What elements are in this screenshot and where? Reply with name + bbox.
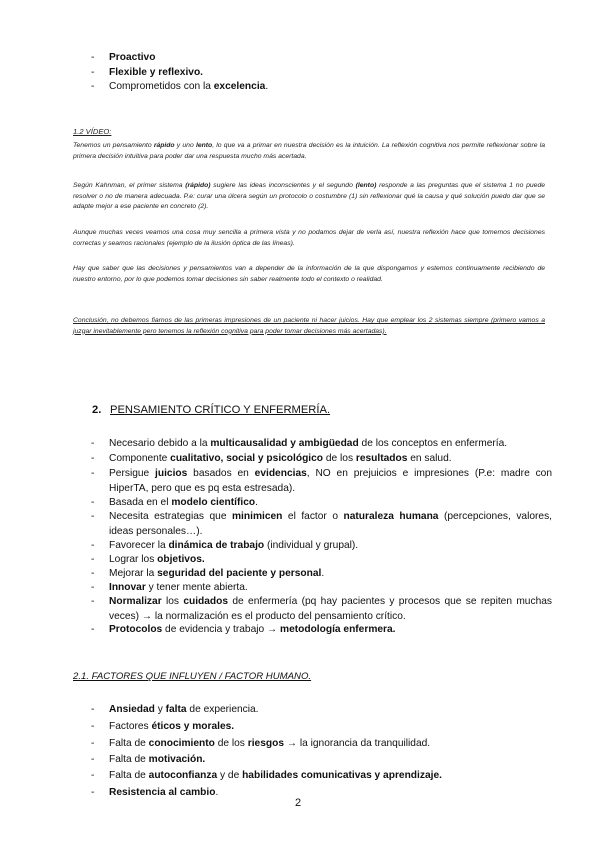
bullet-dash: - xyxy=(91,787,95,798)
list-item-text xyxy=(109,496,552,511)
list-item-text xyxy=(109,720,552,735)
bullet-dash: - xyxy=(91,468,95,479)
bold-text: Flexible y reflexivo. xyxy=(109,67,203,78)
text-run: Hay que saber que las decisiones y pensamientos van a depender de la información de la que dispongamos y estemos continuamente recibiendo de nuestro entorno, por lo que podemos tomar decisiones sin saber realmente todo el contexto o realidad. xyxy=(73,265,545,283)
list-item xyxy=(92,452,552,467)
bold-text: Ansiedad xyxy=(109,704,155,715)
list-item-text xyxy=(109,567,552,582)
bullet-dash: - xyxy=(91,738,95,749)
text-run: sugiere las ideas inconscientes y el segundo xyxy=(210,182,356,189)
bold-text: objetivos. xyxy=(157,554,205,565)
list-item-text xyxy=(109,769,552,784)
bullet-dash: - xyxy=(91,453,95,464)
list-item xyxy=(92,737,552,752)
text-run: Persigue xyxy=(109,468,156,479)
bullet-dash: - xyxy=(91,554,95,565)
bullet-dash: - xyxy=(91,540,95,551)
text-run: → la ignorancia da tranquilidad. xyxy=(284,738,431,749)
text-run: Falta de xyxy=(109,754,149,765)
section-2-number: 2. xyxy=(92,404,102,416)
list-item xyxy=(92,567,552,582)
bullet-dash: - xyxy=(91,52,95,63)
bold-text: riesgos xyxy=(247,738,284,749)
list-item-text xyxy=(109,51,552,66)
text-run: Según Kahnman, el primer sistema xyxy=(73,182,186,189)
video-paragraph xyxy=(73,141,545,162)
list-item-text xyxy=(109,437,552,452)
bullet-dash: - xyxy=(91,624,95,635)
text-run: Componente xyxy=(109,453,171,464)
list-item-text xyxy=(109,510,552,539)
text-run: . xyxy=(255,497,258,508)
list-item-text xyxy=(109,703,552,718)
text-run: Lograr los xyxy=(109,554,158,565)
bold-text: metodología enfermera. xyxy=(280,624,396,635)
list-item xyxy=(92,581,552,596)
list-item xyxy=(92,595,552,624)
list-item-text xyxy=(109,539,552,554)
text-run: de los conceptos en enfermería. xyxy=(358,438,508,449)
list-item xyxy=(92,437,552,452)
bold-text: naturaleza humana xyxy=(343,511,439,522)
text-run: Falta de xyxy=(109,770,149,781)
bold-text: excelencia xyxy=(213,81,266,92)
bold-text: autoconfianza xyxy=(148,770,218,781)
text-run: Necesita estrategias que xyxy=(109,511,232,522)
text-run: Factores xyxy=(109,721,152,732)
bullet-dash: - xyxy=(91,770,95,781)
text-run: basados en xyxy=(187,468,255,479)
bold-text: cuidados xyxy=(183,596,229,607)
bold-text: Normalizar xyxy=(109,596,162,607)
text-run: Favorecer la xyxy=(109,540,169,551)
bold-text: (rápido) xyxy=(185,182,211,189)
text-run: Aunque muchas veces veamos una cosa muy sencilla a primera vista y no podamos dejar de verla así, nuestra reflexión hace que tomemos decisiones correctas y seamos racionales (ejemplo de la ilusión óptica de las líneas). xyxy=(73,229,545,247)
list-item xyxy=(92,80,552,95)
text-run: . xyxy=(215,787,219,798)
list-item-text xyxy=(109,66,552,81)
bullet-dash: - xyxy=(91,721,95,732)
bullet-dash: - xyxy=(91,511,95,522)
list-item-text xyxy=(109,737,552,752)
bold-text: habilidades comunicativas y aprendizaje. xyxy=(242,770,442,781)
text-run: y uno xyxy=(174,142,196,149)
video-paragraph xyxy=(73,181,545,213)
text-run: Basada en el xyxy=(109,497,172,508)
list-item-text xyxy=(109,595,552,624)
list-item xyxy=(92,539,552,554)
bold-text: evidencias xyxy=(254,468,307,479)
video-paragraph xyxy=(73,228,545,249)
text-run: (percepciones, valores, ideas personales…). xyxy=(109,511,552,537)
video-conclusion: Conclusión, no debemos fiarnos de las primeras impresiones de un paciente ni hacer juicios. Hay que emplear los 2 sistemas siempre (primero vamos a juzgar inevitablemente pero tenemos la reflexión cognitiva para poder tomar decisiones más acertadas). xyxy=(73,317,545,335)
list-item xyxy=(92,510,552,539)
list-item xyxy=(92,66,552,81)
list-item-text xyxy=(109,786,552,801)
text-run: . xyxy=(321,568,325,579)
list-item-text xyxy=(109,452,552,467)
list-item-text xyxy=(109,553,552,568)
bullet-dash: - xyxy=(91,81,95,92)
text-run: Falta de xyxy=(109,738,149,749)
bold-text: modelo científico xyxy=(171,497,256,508)
text-run: en salud. xyxy=(407,453,452,464)
text-run: responde a las preguntas que el sistema 1 no puede resolver o no de manera adecuada. P.e: curar una úlcera según un protocolo o costumbre (1) sin reflexionar qué la causa y qué solución puedo dar que se adapte mejor a ese paciente en concreto (2). xyxy=(73,182,545,211)
list-item xyxy=(92,553,552,568)
section-2-title: PENSAMIENTO CRÍTICO Y ENFERMERÍA. xyxy=(110,404,331,416)
text-run: y tener mente abierta. xyxy=(145,582,248,593)
text-run: el factor o xyxy=(282,511,344,522)
page-number: 2 xyxy=(295,797,302,809)
bullet-dash: - xyxy=(91,568,95,579)
section-2-1-title: 2.1. FACTORES QUE INFLUYEN / FACTOR HUMANO. xyxy=(73,671,312,682)
list-item xyxy=(92,51,552,66)
bullet-dash: - xyxy=(91,497,95,508)
video-paragraph xyxy=(73,264,545,285)
text-run: Necesario debido a la xyxy=(109,438,211,449)
bullet-dash: - xyxy=(91,67,95,78)
bold-text: dinámica de trabajo xyxy=(168,540,265,551)
text-run: Mejorar la xyxy=(109,568,158,579)
list-item-text xyxy=(109,467,552,496)
list-item xyxy=(92,786,552,801)
text-run: de los xyxy=(214,738,248,749)
bold-text: resultados xyxy=(355,453,408,464)
bold-text: Protocolos xyxy=(109,624,163,635)
list-item xyxy=(92,623,552,638)
bold-text: motivación. xyxy=(148,754,206,765)
bullet-dash: - xyxy=(91,582,95,593)
list-item-text xyxy=(109,753,552,768)
text-run: y xyxy=(154,704,166,715)
text-run: de evidencia y trabajo → xyxy=(162,624,281,635)
bold-text: Proactivo xyxy=(109,52,156,63)
text-run: Tenemos un pensamiento xyxy=(73,142,154,149)
text-run: de los xyxy=(323,453,356,464)
video-section-title: 1.2 VÍDEO: xyxy=(73,127,112,136)
bold-text: éticos y morales. xyxy=(151,721,235,732)
bullet-dash: - xyxy=(91,438,95,449)
text-run: y de xyxy=(217,770,243,781)
bold-text: lento xyxy=(195,142,213,149)
list-item xyxy=(92,496,552,511)
bold-text: juicios xyxy=(155,468,188,479)
list-item xyxy=(92,769,552,784)
text-run: de enfermería (pq hay pacientes y procesos que se repiten muchas veces) → la normalización es el producto del pensamiento crítico. xyxy=(109,596,552,622)
text-run: (individual y grupal). xyxy=(264,540,359,551)
text-run: . xyxy=(265,81,269,92)
bold-text: Innovar xyxy=(109,582,146,593)
list-item xyxy=(92,703,552,718)
bullet-dash: - xyxy=(91,754,95,765)
bullet-dash: - xyxy=(91,596,95,607)
list-item xyxy=(92,753,552,768)
bold-text: seguridad del paciente y personal xyxy=(157,568,322,579)
text-run: Comprometidos con la xyxy=(109,81,214,92)
list-item-text xyxy=(109,80,552,95)
bold-text: rápido xyxy=(153,142,175,149)
bold-text: cualitativo, social y psicológico xyxy=(170,453,324,464)
bold-text: multicausalidad y ambigüedad xyxy=(210,438,359,449)
bold-text: conocimiento xyxy=(148,738,215,749)
bold-text: Resistencia al cambio xyxy=(109,787,216,798)
text-run: de experiencia. xyxy=(186,704,259,715)
list-item xyxy=(92,467,552,496)
list-item-text xyxy=(109,623,552,638)
bullet-dash: - xyxy=(91,704,95,715)
bold-text: minimicen xyxy=(232,511,283,522)
list-item xyxy=(92,720,552,735)
text-run: , NO en prejuicios e impresiones (P.e: madre con HiperTA, pero que es pq esta estresada). xyxy=(109,468,552,494)
list-item-text xyxy=(109,581,552,596)
text-run: , lo que va a primar en nuestra decisión es la intuición. La reflexión cognitiva nos permite reflexionar sobre la primera decisión intuitiva para poder dar una respuesta mucho más acertada. xyxy=(73,142,546,160)
bold-text: falta xyxy=(165,704,187,715)
text-run: los xyxy=(161,596,184,607)
bold-text: (lento) xyxy=(355,182,377,189)
